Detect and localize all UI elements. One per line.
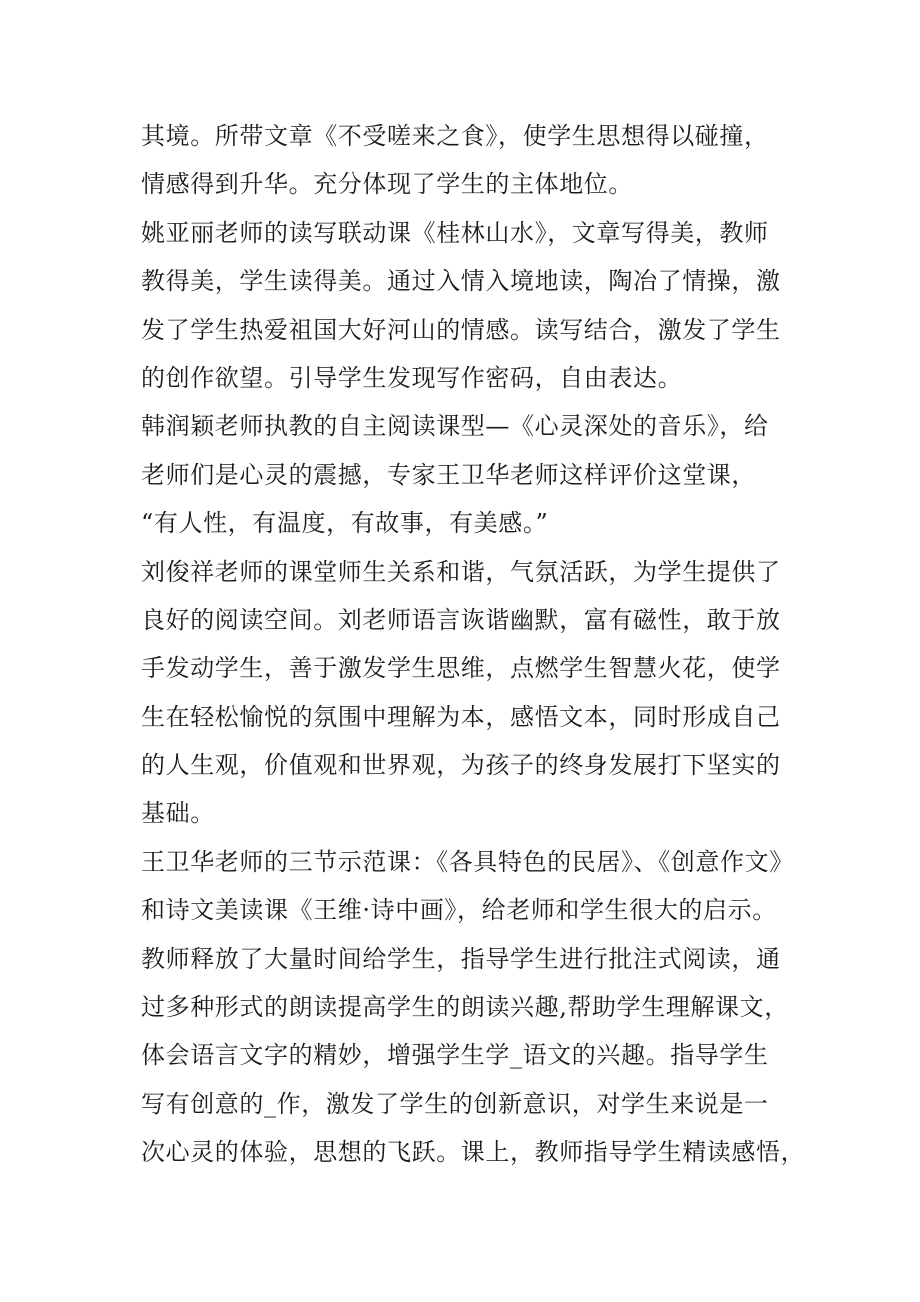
text-line: 情感得到升华。充分体现了学生的主体地位。 — [141, 170, 633, 199]
text-line: 和诗文美读课《王维·诗中画》，给老师和学生很大的启示。 — [141, 896, 777, 925]
text-line: 教师释放了大量时间给学生，指导学生进行批注式阅读，通 — [141, 944, 781, 973]
text-line: 良好的阅读空间。刘老师语言诙谐幽默，富有磁性，敢于放 — [141, 605, 781, 634]
text-line: 的人生观，价值观和世界观，为孩子的终身发展打下坚实的 — [141, 751, 781, 780]
body-text — [141, 112, 806, 1177]
text-line: 韩润颖老师执教的自主阅读课型—《心灵深处的音乐》，给 — [141, 412, 769, 441]
text-line: 刘俊祥老师的课堂师生关系和谐，气氛活跃，为学生提供了 — [141, 557, 781, 586]
text-line: 老师们是心灵的震撼，专家王卫华老师这样评价这堂课， — [141, 460, 756, 489]
text-line: 生在轻松愉悦的氛围中理解为本，感悟文本，同时形成自己 — [141, 702, 781, 731]
text-line: “有人性，有温度，有故事，有美感。” — [141, 509, 549, 538]
text-line: 体会语言文字的精妙，增强学生学_语文的兴趣。指导学生 — [141, 1041, 769, 1070]
text-line: 过多种形式的朗读提高学生的朗读兴趣,帮助学生理解课文， — [141, 993, 789, 1022]
text-line: 其境。所带文章《不受嗟来之食》，使学生思想得以碰撞， — [141, 122, 769, 150]
text-line: 基础。 — [141, 799, 215, 828]
text-line: 王卫华老师的三节示范课：《各具特色的民居》、《创意作文》 — [141, 847, 794, 876]
text-line: 次心灵的体验，思想的飞跃。课上，教师指导学生精读感悟， — [141, 1138, 806, 1167]
text-line: 发了学生热爱祖国大好河山的情感。读写结合，激发了学生 — [141, 315, 781, 344]
text-line: 教得美，学生读得美。通过入情入境地读，陶冶了情操，激 — [141, 267, 781, 296]
text-line: 的创作欲望。引导学生发现写作密码，自由表达。 — [141, 363, 683, 392]
text-line: 姚亚丽老师的读写联动课《桂林山水》，文章写得美，教师 — [141, 218, 769, 247]
text-line: 写有创意的_作，激发了学生的创新意识，对学生来说是一 — [141, 1089, 769, 1118]
text-line: 手发动学生，善于激发学生思维，点燃学生智慧火花，使学 — [141, 654, 781, 683]
